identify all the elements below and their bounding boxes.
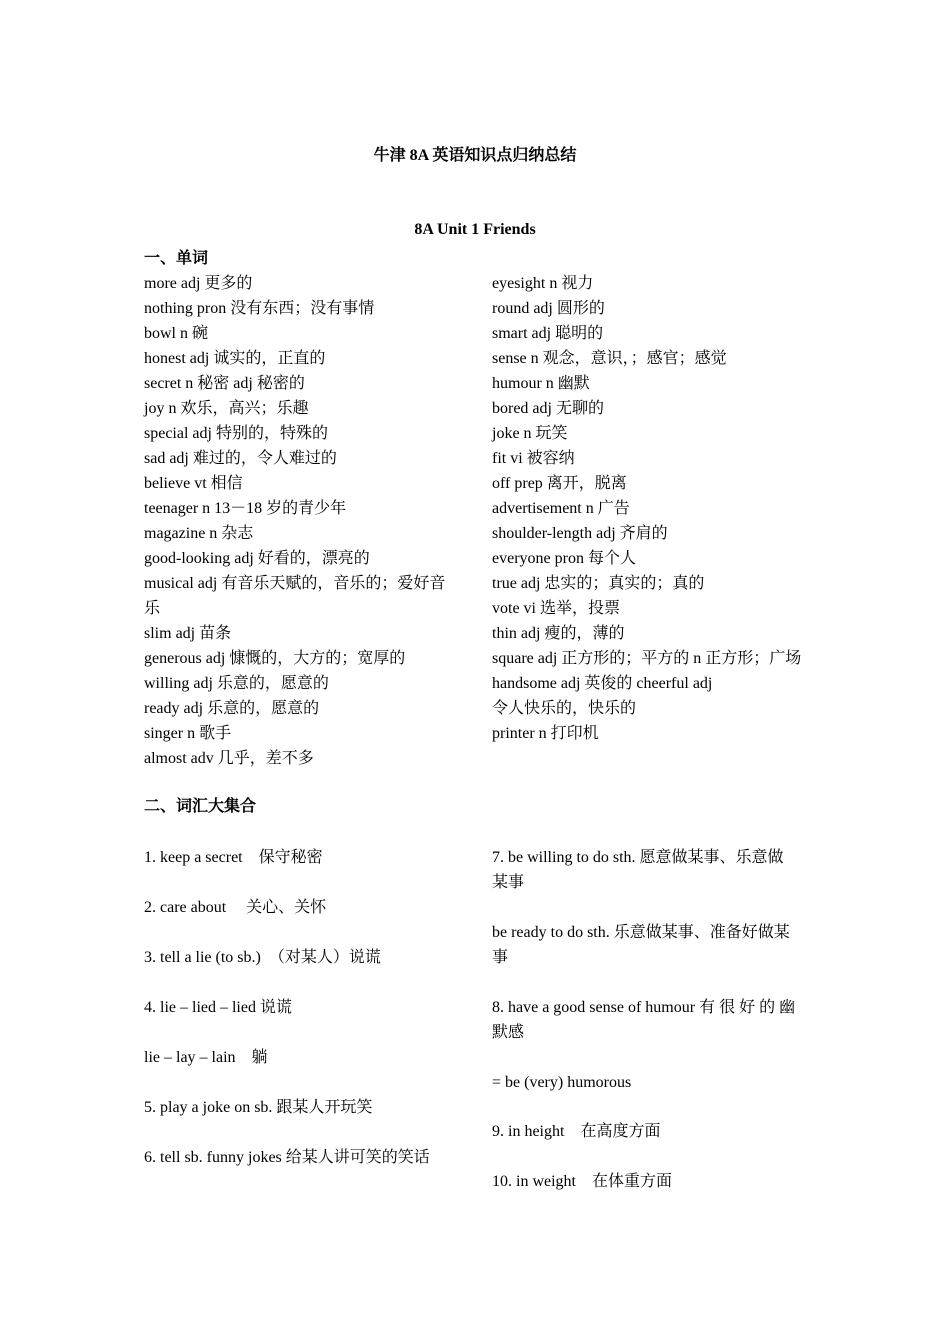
phrase-entry: 9. in height 在高度方面 — [492, 1123, 661, 1140]
phrase-entry: be ready to do sth. 乐意做某事、准备好做某 — [492, 924, 790, 941]
vocab-entry: special adj 特别的，特殊的 — [144, 425, 328, 442]
vocab-entry: square adj 正方形的；平方的 n 正方形；广场 — [492, 650, 802, 667]
phrase-list-left — [144, 0, 474, 1344]
vocab-entry: vote vi 选举，投票 — [492, 600, 620, 617]
vocab-entry: slim adj 苗条 — [144, 625, 232, 642]
vocab-entry: willing adj 乐意的，愿意的 — [144, 675, 329, 692]
phrase-entry: 10. in weight 在体重方面 — [492, 1173, 672, 1190]
vocab-entry: magazine n 杂志 — [144, 525, 254, 542]
vocab-entry: believe vt 相信 — [144, 475, 243, 492]
vocab-entry: more adj 更多的 — [144, 275, 253, 292]
vocab-entry: honest adj 诚实的，正直的 — [144, 350, 326, 367]
vocab-entry: humour n 幽默 — [492, 375, 590, 392]
phrase-entry: 事 — [492, 949, 509, 966]
vocab-entry: secret n 秘密 adj 秘密的 — [144, 375, 305, 392]
vocab-entry: printer n 打印机 — [492, 725, 599, 742]
vocab-entry: everyone pron 每个人 — [492, 550, 636, 567]
vocab-entry: sense n 观念，意识，；感官；感觉 — [492, 350, 727, 367]
phrase-entry: 3. tell a lie (to sb.) （对某人）说谎 — [144, 949, 381, 966]
vocab-entry: smart adj 聪明的 — [492, 325, 604, 342]
vocab-entry: bowl n 碗 — [144, 325, 209, 342]
vocab-entry: true adj 忠实的；真实的；真的 — [492, 575, 705, 592]
phrase-list-right — [492, 0, 822, 1344]
vocab-entry: teenager n 13－18 岁的青少年 — [144, 500, 347, 517]
phrase-entry: 6. tell sb. funny jokes 给某人讲可笑的笑话 — [144, 1149, 430, 1166]
phrase-entry: = be (very) humorous — [492, 1074, 632, 1091]
phrase-entry: 7. be willing to do sth. 愿意做某事、乐意做 — [492, 849, 784, 866]
vocab-entry: advertisement n 广告 — [492, 500, 630, 517]
phrase-entry: 某事 — [492, 874, 525, 891]
vocab-entry: singer n 歌手 — [144, 725, 232, 742]
phrase-entry: 默感 — [492, 1024, 525, 1041]
vocab-entry: nothing pron 没有东西；没有事情 — [144, 300, 375, 317]
vocab-entry: thin adj 瘦的，薄的 — [492, 625, 625, 642]
phrase-entry: 8. have a good sense of humour 有 很 好 的 幽 — [492, 999, 796, 1016]
document-title: 牛津 8A 英语知识点归纳总结 — [373, 147, 577, 164]
vocab-entry: round adj 圆形的 — [492, 300, 605, 317]
vocab-entry: joke n 玩笑 — [492, 425, 568, 442]
vocab-entry: 令人快乐的，快乐的 — [492, 700, 637, 717]
vocab-entry: shoulder-length adj 齐肩的 — [492, 525, 668, 542]
vocab-entry: generous adj 慷慨的，大方的；宽厚的 — [144, 650, 406, 667]
phrase-entry: 1. keep a secret 保守秘密 — [144, 849, 323, 866]
vocab-entry: bored adj 无聊的 — [492, 400, 604, 417]
section-heading-words: 一、单词 — [144, 250, 209, 267]
vocab-entry: musical adj 有音乐天赋的，音乐的；爱好音 — [144, 575, 446, 592]
vocab-entry: ready adj 乐意的，愿意的 — [144, 700, 320, 717]
phrase-entry: 5. play a joke on sb. 跟某人开玩笑 — [144, 1099, 373, 1116]
vocab-entry: sad adj 难过的，令人难过的 — [144, 450, 337, 467]
phrase-entry: 4. lie – lied – lied 说谎 — [144, 999, 292, 1016]
phrase-entry: lie – lay – lain 躺 — [144, 1049, 268, 1066]
vocab-entry: eyesight n 视力 — [492, 275, 594, 292]
vocab-entry: fit vi 被容纳 — [492, 450, 575, 467]
vocab-entry: off prep 离开，脱离 — [492, 475, 627, 492]
vocab-entry: handsome adj 英俊的 cheerful adj — [492, 675, 713, 692]
phrase-entry: 2. care about 关心、关怀 — [144, 899, 327, 916]
vocab-entry: joy n 欢乐，高兴；乐趣 — [144, 400, 309, 417]
vocab-entry: 乐 — [144, 600, 161, 617]
vocab-entry: good-looking adj 好看的，漂亮的 — [144, 550, 370, 567]
section-heading-phrases: 二、词汇大集合 — [144, 798, 257, 815]
vocab-entry: almost adv 几乎，差不多 — [144, 750, 314, 767]
unit-title: 8A Unit 1 Friends — [414, 221, 536, 238]
